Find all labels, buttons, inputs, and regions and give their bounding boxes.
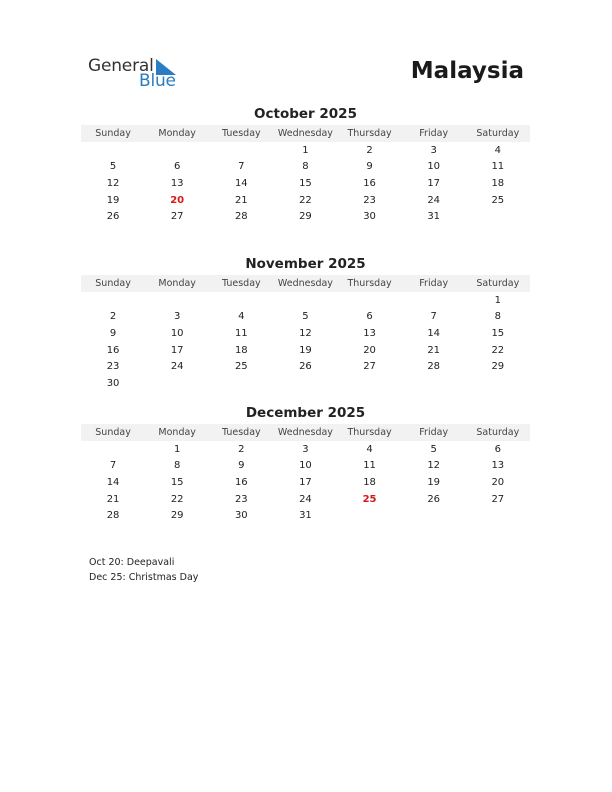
generalblue-logo (88, 56, 188, 92)
day-cell: 13 (170, 177, 184, 189)
day-cell: 18 (234, 344, 248, 356)
day-cell: 2 (109, 311, 117, 323)
day-cell: 27 (363, 361, 376, 373)
weekday-label: Sunday (95, 278, 131, 289)
day-cell: 7 (430, 311, 437, 323)
day-cell: 15 (491, 327, 505, 339)
weekday-label: Wednesday (277, 427, 333, 438)
day-cell: 10 (170, 327, 184, 339)
holiday-notes (89, 556, 198, 585)
day-cell: 8 (174, 460, 181, 472)
month-title: November 2025 (245, 256, 366, 272)
day-cell: 31 (427, 211, 441, 223)
day-cell: 19 (106, 194, 120, 206)
day-cell: 6 (494, 443, 501, 455)
weekday-label: Friday (419, 427, 449, 438)
day-cell: 18 (363, 476, 376, 488)
day-cell: 21 (427, 344, 441, 356)
weekday-label: Friday (419, 128, 449, 139)
day-cell: 16 (234, 476, 248, 488)
weekday-label: Thursday (347, 427, 392, 438)
day-cell: 5 (430, 443, 437, 455)
day-cell: 9 (366, 161, 373, 173)
week-row (81, 208, 530, 225)
day-cell: 27 (491, 493, 505, 505)
week-row (81, 458, 530, 475)
weekday-label: Thursday (347, 278, 392, 289)
day-cell: 28 (106, 510, 120, 522)
day-cell: 12 (106, 177, 120, 189)
week-row (81, 474, 530, 491)
week-row (81, 175, 530, 192)
month-calendar-november (81, 255, 530, 392)
weekday-header-row (81, 125, 530, 142)
country-title: Malaysia (410, 58, 524, 84)
day-cell: 19 (299, 344, 312, 356)
weekday-label: Monday (158, 427, 196, 438)
day-cell: 30 (363, 211, 376, 223)
day-cell: 13 (491, 460, 505, 472)
month-calendar-october (81, 105, 530, 225)
day-cell: 14 (234, 177, 248, 189)
day-cell: 23 (234, 493, 248, 505)
day-cell: 26 (427, 493, 441, 505)
weekday-label: Thursday (347, 128, 392, 139)
day-cell: 22 (491, 344, 505, 356)
week-row (81, 142, 530, 159)
day-cell: 21 (234, 194, 248, 206)
day-cell: 9 (109, 327, 117, 339)
week-row (81, 358, 530, 375)
day-cell: 26 (106, 211, 120, 223)
week-row (81, 192, 530, 209)
week-row (81, 441, 530, 458)
logo-general-text: General (88, 56, 154, 76)
day-cell: 2 (366, 144, 373, 156)
day-cell: 1 (174, 443, 181, 455)
week-row (81, 325, 530, 342)
day-cell: 22 (299, 194, 312, 206)
day-cell: 18 (491, 177, 505, 189)
week-row (81, 342, 530, 359)
day-cell: 7 (238, 161, 245, 173)
day-cell: 4 (238, 311, 245, 323)
day-cell: 11 (234, 327, 248, 339)
week-row (81, 159, 530, 176)
weekday-label: Friday (419, 278, 449, 289)
day-cell: 2 (238, 443, 245, 455)
weekday-label: Tuesday (221, 427, 261, 438)
day-cell: 19 (427, 476, 441, 488)
day-cell: 22 (170, 493, 184, 505)
weekday-label: Saturday (476, 427, 520, 438)
day-cell: 11 (363, 460, 376, 472)
weekday-label: Saturday (476, 128, 520, 139)
day-cell: 9 (238, 460, 245, 472)
day-cell: 16 (106, 344, 120, 356)
day-cell: 11 (491, 161, 505, 173)
week-row (81, 292, 530, 309)
day-cell: 6 (174, 161, 181, 173)
week-row (81, 507, 530, 524)
weekday-label: Sunday (95, 427, 131, 438)
day-cell: 23 (106, 361, 120, 373)
weekday-header-row (81, 275, 530, 292)
day-cell: 17 (427, 177, 441, 189)
weekday-label: Tuesday (221, 128, 261, 139)
day-cell: 30 (106, 377, 120, 389)
day-cell: 29 (299, 211, 312, 223)
day-cell: 29 (170, 510, 184, 522)
logo-blue-text: Blue (139, 71, 176, 91)
day-cell: 27 (170, 211, 184, 223)
day-cell: 12 (299, 327, 312, 339)
day-cell: 17 (299, 476, 312, 488)
day-cell: 24 (170, 361, 184, 373)
week-row (81, 491, 530, 508)
weekday-label: Wednesday (277, 128, 333, 139)
week-row (81, 375, 530, 392)
day-cell: 16 (363, 177, 376, 189)
month-title: December 2025 (245, 405, 366, 421)
day-cell: 23 (363, 194, 376, 206)
day-cell: 10 (299, 460, 312, 472)
day-cell: 15 (170, 476, 184, 488)
holiday-note: Oct 20: Deepavali (89, 557, 175, 568)
day-cell: 8 (494, 311, 501, 323)
day-cell: 5 (302, 311, 309, 323)
day-cell: 6 (366, 311, 373, 323)
holiday-note: Dec 25: Christmas Day (89, 571, 199, 583)
day-cell: 1 (302, 144, 309, 156)
month-calendar-december (81, 404, 530, 524)
day-cell: 10 (427, 161, 441, 173)
day-cell: 21 (106, 493, 120, 505)
day-cell: 17 (170, 344, 184, 356)
day-cell: 8 (302, 161, 309, 173)
month-title: October 2025 (254, 106, 357, 122)
day-cell: 3 (430, 144, 437, 156)
day-cell: 4 (494, 144, 501, 156)
day-cell: 13 (363, 327, 376, 339)
weekday-label: Tuesday (221, 278, 261, 289)
day-cell: 7 (109, 460, 117, 472)
day-cell: 5 (109, 161, 117, 173)
holiday-day-cell: 25 (362, 493, 377, 505)
day-cell: 1 (494, 294, 501, 306)
day-cell: 29 (491, 361, 505, 373)
day-cell: 20 (491, 476, 505, 488)
day-cell: 3 (302, 443, 309, 455)
weekday-label: Saturday (476, 278, 520, 289)
day-cell: 26 (299, 361, 312, 373)
weekday-label: Sunday (95, 128, 131, 139)
weekday-label: Wednesday (277, 278, 333, 289)
day-cell: 4 (366, 443, 373, 455)
weekday-header-row (81, 424, 530, 441)
day-cell: 15 (299, 177, 312, 189)
day-cell: 30 (234, 510, 248, 522)
day-cell: 14 (427, 327, 441, 339)
weekday-label: Monday (158, 128, 196, 139)
weekday-label: Monday (158, 278, 196, 289)
day-cell: 28 (427, 361, 441, 373)
day-cell: 3 (174, 311, 181, 323)
holiday-day-cell: 20 (170, 194, 185, 206)
day-cell: 24 (299, 493, 312, 505)
day-cell: 25 (234, 361, 248, 373)
day-cell: 24 (427, 194, 441, 206)
day-cell: 20 (363, 344, 376, 356)
day-cell: 28 (234, 211, 248, 223)
day-cell: 25 (491, 194, 505, 206)
day-cell: 12 (427, 460, 441, 472)
day-cell: 14 (106, 476, 120, 488)
day-cell: 31 (299, 510, 312, 522)
week-row (81, 309, 530, 326)
